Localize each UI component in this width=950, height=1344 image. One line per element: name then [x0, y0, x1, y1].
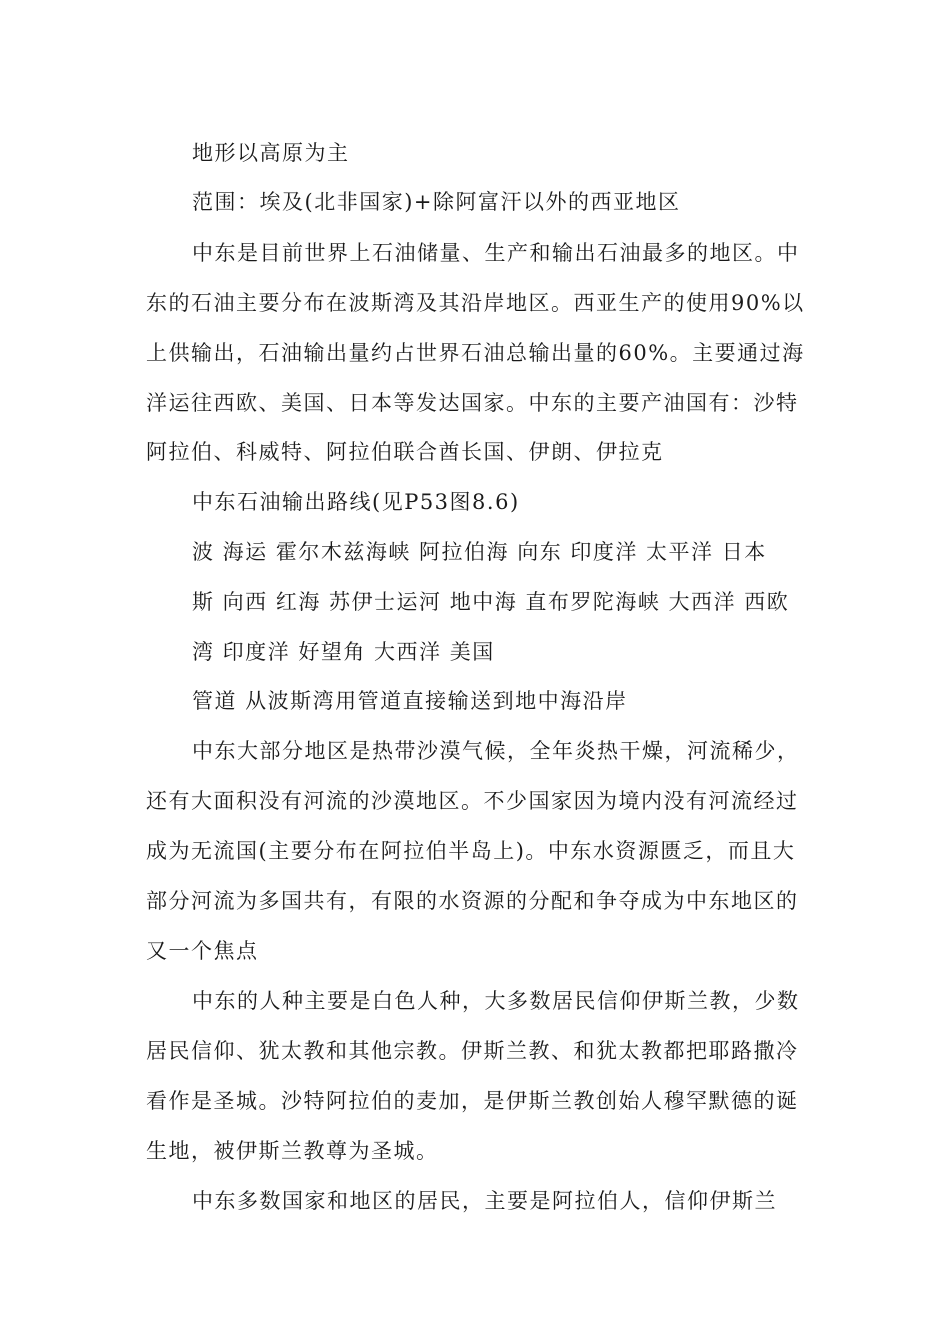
text-line: 看作是圣城。沙特阿拉伯的麦加，是伊斯兰教创始人穆罕默德的诞	[146, 1089, 799, 1113]
text-line-route-title: 中东石油输出路线(见P53图8.6)	[192, 490, 520, 514]
text-line: 又一个焦点	[146, 939, 259, 963]
route-line-pipeline: 管道 从波斯湾用管道直接输送到地中海沿岸	[192, 689, 628, 713]
route-line-east: 波 海运 霍尔木兹海峡 阿拉伯海 向东 印度洋 太平洋 日本	[192, 540, 767, 564]
text-line: 中东大部分地区是热带沙漠气候，全年炎热干燥，河流稀少，	[192, 739, 800, 763]
text-line: 中东的人种主要是白色人种，大多数居民信仰伊斯兰教，少数	[192, 989, 800, 1013]
text-line: 部分河流为多国共有，有限的水资源的分配和争夺成为中东地区的	[146, 889, 799, 913]
text-line: 生地，被伊斯兰教尊为圣城。	[146, 1139, 439, 1163]
text-line: 居民信仰、犹太教和其他宗教。伊斯兰教、和犹太教都把耶路撒冷	[146, 1039, 799, 1063]
text-line: 还有大面积没有河流的沙漠地区。不少国家因为境内没有河流经过	[146, 789, 799, 813]
text-line: 阿拉伯、科威特、阿拉伯联合酋长国、伊朗、伊拉克	[146, 440, 664, 464]
text-line-scope: 范围：埃及(北非国家)+除阿富汗以外的西亚地区	[192, 190, 681, 214]
text-line: 中东是目前世界上石油储量、生产和输出石油最多的地区。中	[192, 241, 800, 265]
text-line: 中东多数国家和地区的居民，主要是阿拉伯人，信仰伊斯兰	[192, 1189, 777, 1213]
route-line-cape: 湾 印度洋 好望角 大西洋 美国	[192, 640, 495, 664]
text-line: 成为无流国(主要分布在阿拉伯半岛上)。中东水资源匮乏，而且大	[146, 839, 796, 863]
text-line: 东的石油主要分布在波斯湾及其沿岸地区。西亚生产的使用90%以	[146, 291, 805, 315]
text-line: 上供输出，石油输出量约占世界石油总输出量的60%。主要通过海	[146, 341, 805, 365]
text-line: 洋运往西欧、美国、日本等发达国家。中东的主要产油国有：沙特	[146, 391, 799, 415]
route-line-west: 斯 向西 红海 苏伊士运河 地中海 直布罗陀海峡 大西洋 西欧	[192, 590, 790, 614]
text-line-terrain: 地形以高原为主	[192, 141, 350, 165]
